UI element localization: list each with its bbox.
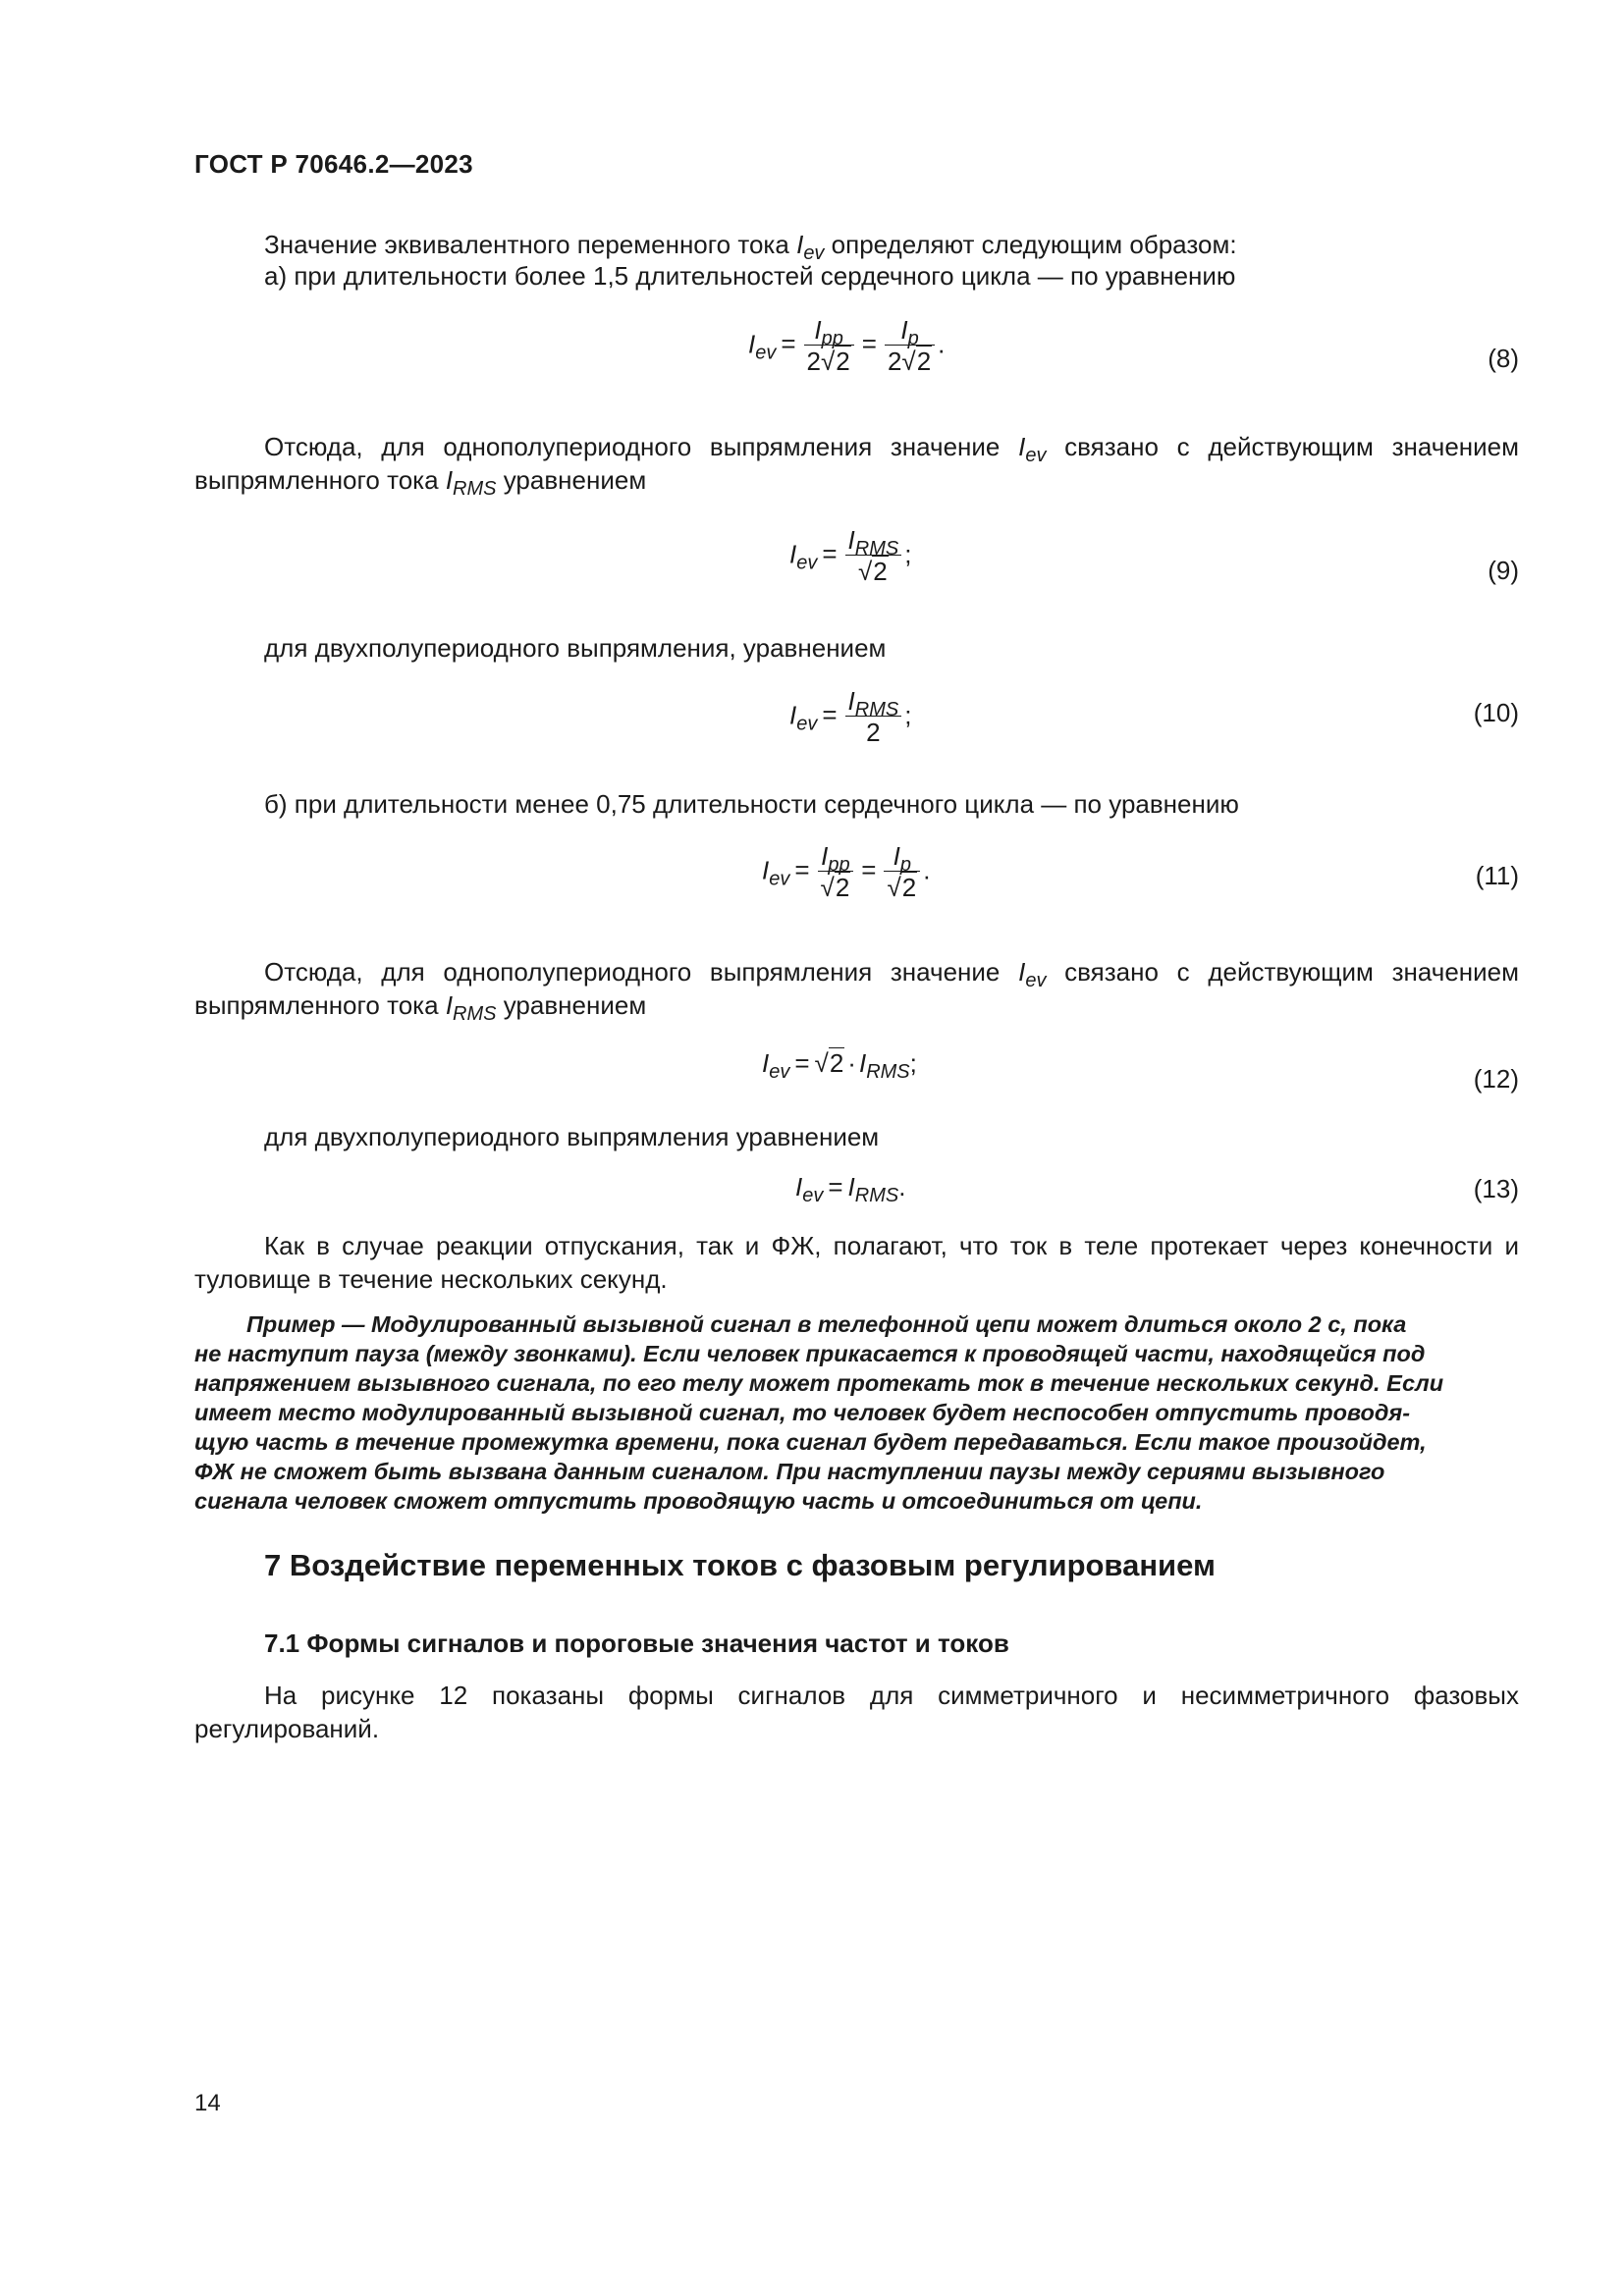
intro-paragraph (264, 228, 1237, 264)
fraction-irms-sqrt2: $\frac{I_{RMS}}{√2}$ (845, 526, 902, 586)
equation-10: $I_{ev}$ = $\frac{I_{RMS}}{2}$ ; (789, 686, 912, 747)
var-sub-ev: ev (803, 242, 825, 264)
section-7-1-body: На рисунке 12 показаны формы сигналов для симметричного и несимметричного фазовых регулирований. (194, 1681, 1519, 1743)
equation-12: $I_{ev} = √2 \cdot I_{RMS}$; (762, 1048, 917, 1083)
paragraph-full-wave-1: для двухполупериодного выпрямления, уравнением (264, 633, 887, 663)
item-a: а) при длительности более 1,5 длительностей сердечного цикла — по уравнению (264, 261, 1236, 291)
page-number: 14 (194, 2090, 221, 2116)
fraction-ip: $\frac{I_p}{2√2}$ (885, 316, 935, 376)
equation-13: $I_{ev} = I_{RMS}$. (795, 1172, 906, 1206)
equation-9: $I_{ev}$ = $\frac{I_{RMS}}{√2}$ ; (789, 525, 912, 586)
fraction-ipp: $\frac{I_{pp}}{2√2}$ (804, 316, 854, 376)
example-line: сигнала человек сможет отпустить проводящую часть и отсоединиться от цепи. (194, 1488, 1203, 1514)
section-7-1-heading: 7.1 Формы сигналов и пороговые значения частот и токов (264, 1629, 1009, 1658)
equation-number-10: (10) (1473, 698, 1519, 727)
document-header: ГОСТ Р 70646.2—2023 (194, 149, 473, 179)
equation-number-9: (9) (1488, 556, 1519, 585)
equation-number-8: (8) (1488, 344, 1519, 373)
fraction-ipp-sqrt2: $\frac{I_{pp}}{√2}$ (818, 842, 854, 902)
equation-number-13: (13) (1473, 1174, 1519, 1203)
example-line: Пример — Модулированный вызывной сигнал в телефонной цепи может длиться около 2 с, пока (246, 1311, 1407, 1337)
paragraph-release: Как в случае реакции отпускания, так и ФЖ, полагают, что ток в теле протекает через конечности и туловище в течение нескольких секунд. (194, 1231, 1519, 1294)
intro-text-pre: Значение эквивалентного переменного тока (264, 230, 797, 259)
example-line: напряжением вызывного сигнала, по его телу может протекать ток в течение нескольких секунд. Если (194, 1370, 1444, 1396)
paragraph-half-wave-1: Отсюда, для однополупериодного выпрямления значение $I_{ev}$ связано с действующим значением выпрямленного тока $I_{RMS}$ уравнением (194, 432, 1519, 500)
example-note (194, 1309, 1519, 1516)
var-I: I (796, 230, 804, 259)
example-line: ФЖ не сможет быть вызвана данным сигналом. При наступлении паузы между сериями вызывного (194, 1459, 1385, 1484)
example-line: щую часть в течение промежутка времени, пока сигнал будет передаваться. Если такое произойдет, (194, 1429, 1427, 1455)
example-line: имеет место модулированный вызывной сигнал, то человек будет неспособен отпустить проводя- (194, 1400, 1411, 1425)
section-7-heading: 7 Воздействие переменных токов с фазовым регулированием (264, 1548, 1216, 1582)
fraction-ip-sqrt2: $\frac{I_p}{√2}$ (884, 842, 920, 902)
equation-number-11: (11) (1475, 861, 1519, 890)
paragraph-half-wave-2: Отсюда, для однополупериодного выпрямления значение $I_{ev}$ связано с действующим значением выпрямленного тока $I_{RMS}$ уравнением (194, 957, 1519, 1025)
equation-11: $I_{ev}$ = $\frac{I_{pp}}{√2}$ = $\frac{I_p}{√2}$ . (762, 841, 931, 902)
equation-8: $I_{ev}$ = $\frac{I_{pp}}{2√2}$ = $\frac{I_p}{2√2}$ . (748, 315, 946, 376)
equation-number-12: (12) (1473, 1064, 1519, 1094)
example-line: не наступит пауза (между звонками). Если человек прикасается к проводящей части, находящейся под (194, 1341, 1426, 1366)
item-b: б) при длительности менее 0,75 длительности сердечного цикла — по уравнению (264, 789, 1239, 819)
fraction-irms-2: $\frac{I_{RMS}}{2}$ (845, 687, 902, 747)
paragraph-full-wave-2: для двухполупериодного выпрямления уравнением (264, 1122, 880, 1151)
intro-text-post: определяют следующим образом: (824, 230, 1237, 259)
